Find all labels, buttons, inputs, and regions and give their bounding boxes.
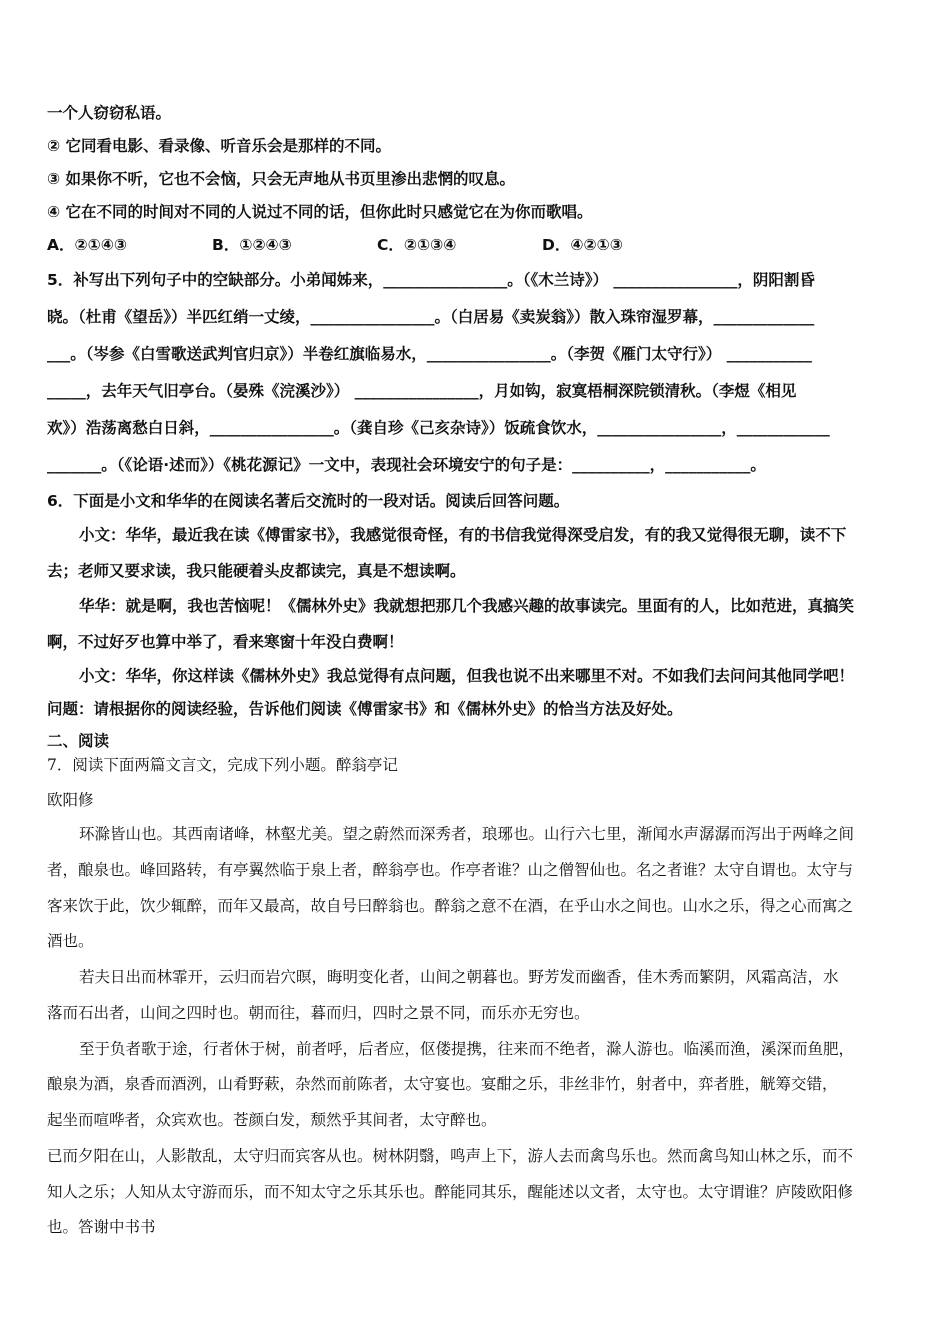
q5-line-2: 晓。（杜甫《望岳》）半匹红绡一丈绫，________________。（白居易《卖炭翁》）散入珠帘湿罗幕，_____________ [47, 308, 815, 326]
q4-option-b: B．①②④③ [212, 236, 292, 254]
passage-p1-line-4: 酒也。 [47, 932, 94, 950]
passage-p2-line-1: 若夫日出而林霏开，云归而岩穴暝，晦明变化者，山间之朝暮也。野芳发而幽香，佳木秀而繁阴，风霜高洁，水 [79, 968, 839, 986]
passage-p3-line-2: 酿泉为酒，泉香而酒洌，山肴野蔌，杂然而前陈者，太守宴也。宴酣之乐，非丝非竹，射者中，弈者胜，觥筹交错， [47, 1075, 838, 1093]
q4-option-a: A．②①④③ [47, 236, 127, 254]
q7-intro: 7．阅读下面两篇文言文，完成下列小题。醉翁亭记 [47, 756, 398, 774]
q5-line-1: 5．补写出下列句子中的空缺部分。小弟闻姊来，________________。（《木兰诗》） ________________，阴阳割昏 [47, 271, 815, 289]
q6-dialogue-2b: 啊，不过好歹也算中举了，看来寒窗十年没白费啊！ [47, 632, 404, 651]
passage-p2-line-2: 落而石出者，山间之四时也。朝而往，暮而归，四时之景不同，而乐亦无穷也。 [47, 1004, 590, 1022]
passage-p3-line-1: 至于负者歌于途，行者休于树，前者呼，后者应，伛偻提携，往来而不绝者，滁人游也。临溪而渔，溪深而鱼肥， [79, 1040, 855, 1058]
q4-sentence-3: ③ 如果你不听，它也不会恼，只会无声地从书页里渗出悲惘的叹息。 [47, 170, 516, 188]
passage-p1-line-3: 客来饮于此，饮少辄醉，而年又最高，故自号曰醉翁也。醉翁之意不在酒，在乎山水之间也。山水之乐，得之心而寓之 [47, 897, 854, 915]
q5-line-4: _____，去年天气旧亭台。（晏殊《浣溪沙》） ________________，月如钩，寂寞梧桐深院锁清秋。（李煜《相见 [47, 382, 797, 400]
passage-p4-line-2: 知人之乐；人知从太守游而乐，而不知太守之乐其乐也。醉能同其乐，醒能述以文者，太守也。太守谓谁？庐陵欧阳修 [47, 1183, 854, 1201]
q5-line-5: 欢》）浩荡离愁白日斜，________________。（龚自珍《己亥杂诗》）饭疏食饮水，________________，____________ [47, 419, 830, 437]
q4-sentence-4: ④ 它在不同的时间对不同的人说过不同的话，但你此时只感觉它在为你而歌唱。 [47, 203, 593, 221]
q4-continuation: 一个人窃窃私语。 [47, 104, 172, 122]
passage-p1-line-1: 环滁皆山也。其西南诸峰，林壑尤美。望之蔚然而深秀者，琅琊也。山行六七里，渐闻水声潺潺而泻出于两峰之间 [79, 825, 855, 843]
q5-line-6: _______。（《论语·述而》）《桃花源记》一文中，表现社会环境安宁的句子是：__________，___________。 [47, 456, 766, 474]
q5-line-3: ___。（岑参《白雪歌送武判官归京》）半卷红旗临易水，________________。（李贺《雁门太守行》） ___________ [47, 345, 812, 363]
section-heading-reading: 二、阅读 [47, 732, 110, 750]
q4-sentence-2: ② 它同看电影、看录像、听音乐会是那样的不同。 [47, 137, 392, 155]
q6-dialogue-3: 小文：华华，你这样读《儒林外史》我总觉得有点问题，但我也说不出来哪里不对。不如我们去问问其他同学吧！ [79, 666, 855, 685]
passage-p3-line-3: 起坐而喧哗者，众宾欢也。苍颜白发，颓然乎其间者，太守醉也。 [47, 1111, 497, 1129]
q6-dialogue-1a: 小文：华华，最近我在读《傅雷家书》，我感觉很奇怪，有的书信我觉得深受启发，有的我又觉得很无聊，读不下 [79, 525, 847, 544]
passage-p4-line-3: 也。答谢中书书 [47, 1218, 156, 1236]
q4-option-c: C．②①③④ [377, 236, 457, 254]
q7-author: 欧阳修 [47, 791, 94, 809]
passage-p1-line-2: 者，酿泉也。峰回路转，有亭翼然临于泉上者，醉翁亭也。作亭者谁？山之僧智仙也。名之者谁？太守自谓也。太守与 [47, 861, 854, 879]
passage-p4-line-1: 已而夕阳在山，人影散乱，太守归而宾客从也。树林阴翳，鸣声上下，游人去而禽鸟乐也。然而禽鸟知山林之乐，而不 [47, 1147, 854, 1165]
q6-intro: 6．下面是小文和华华的在阅读名著后交流时的一段对话。阅读后回答问题。 [47, 492, 570, 510]
q4-option-d: D．④②①③ [542, 236, 623, 254]
q6-dialogue-1b: 去；老师又要求读，我只能硬着头皮都读完，真是不想读啊。 [47, 561, 466, 580]
q6-dialogue-2a: 华华：就是啊，我也苦恼呢！《儒林外史》我就想把那几个我感兴趣的故事读完。里面有的人，比如范进，真搞笑 [79, 596, 855, 615]
q6-question: 问题：请根据你的阅读经验，告诉他们阅读《傅雷家书》和《儒林外史》的恰当方法及好处。 [47, 700, 683, 718]
